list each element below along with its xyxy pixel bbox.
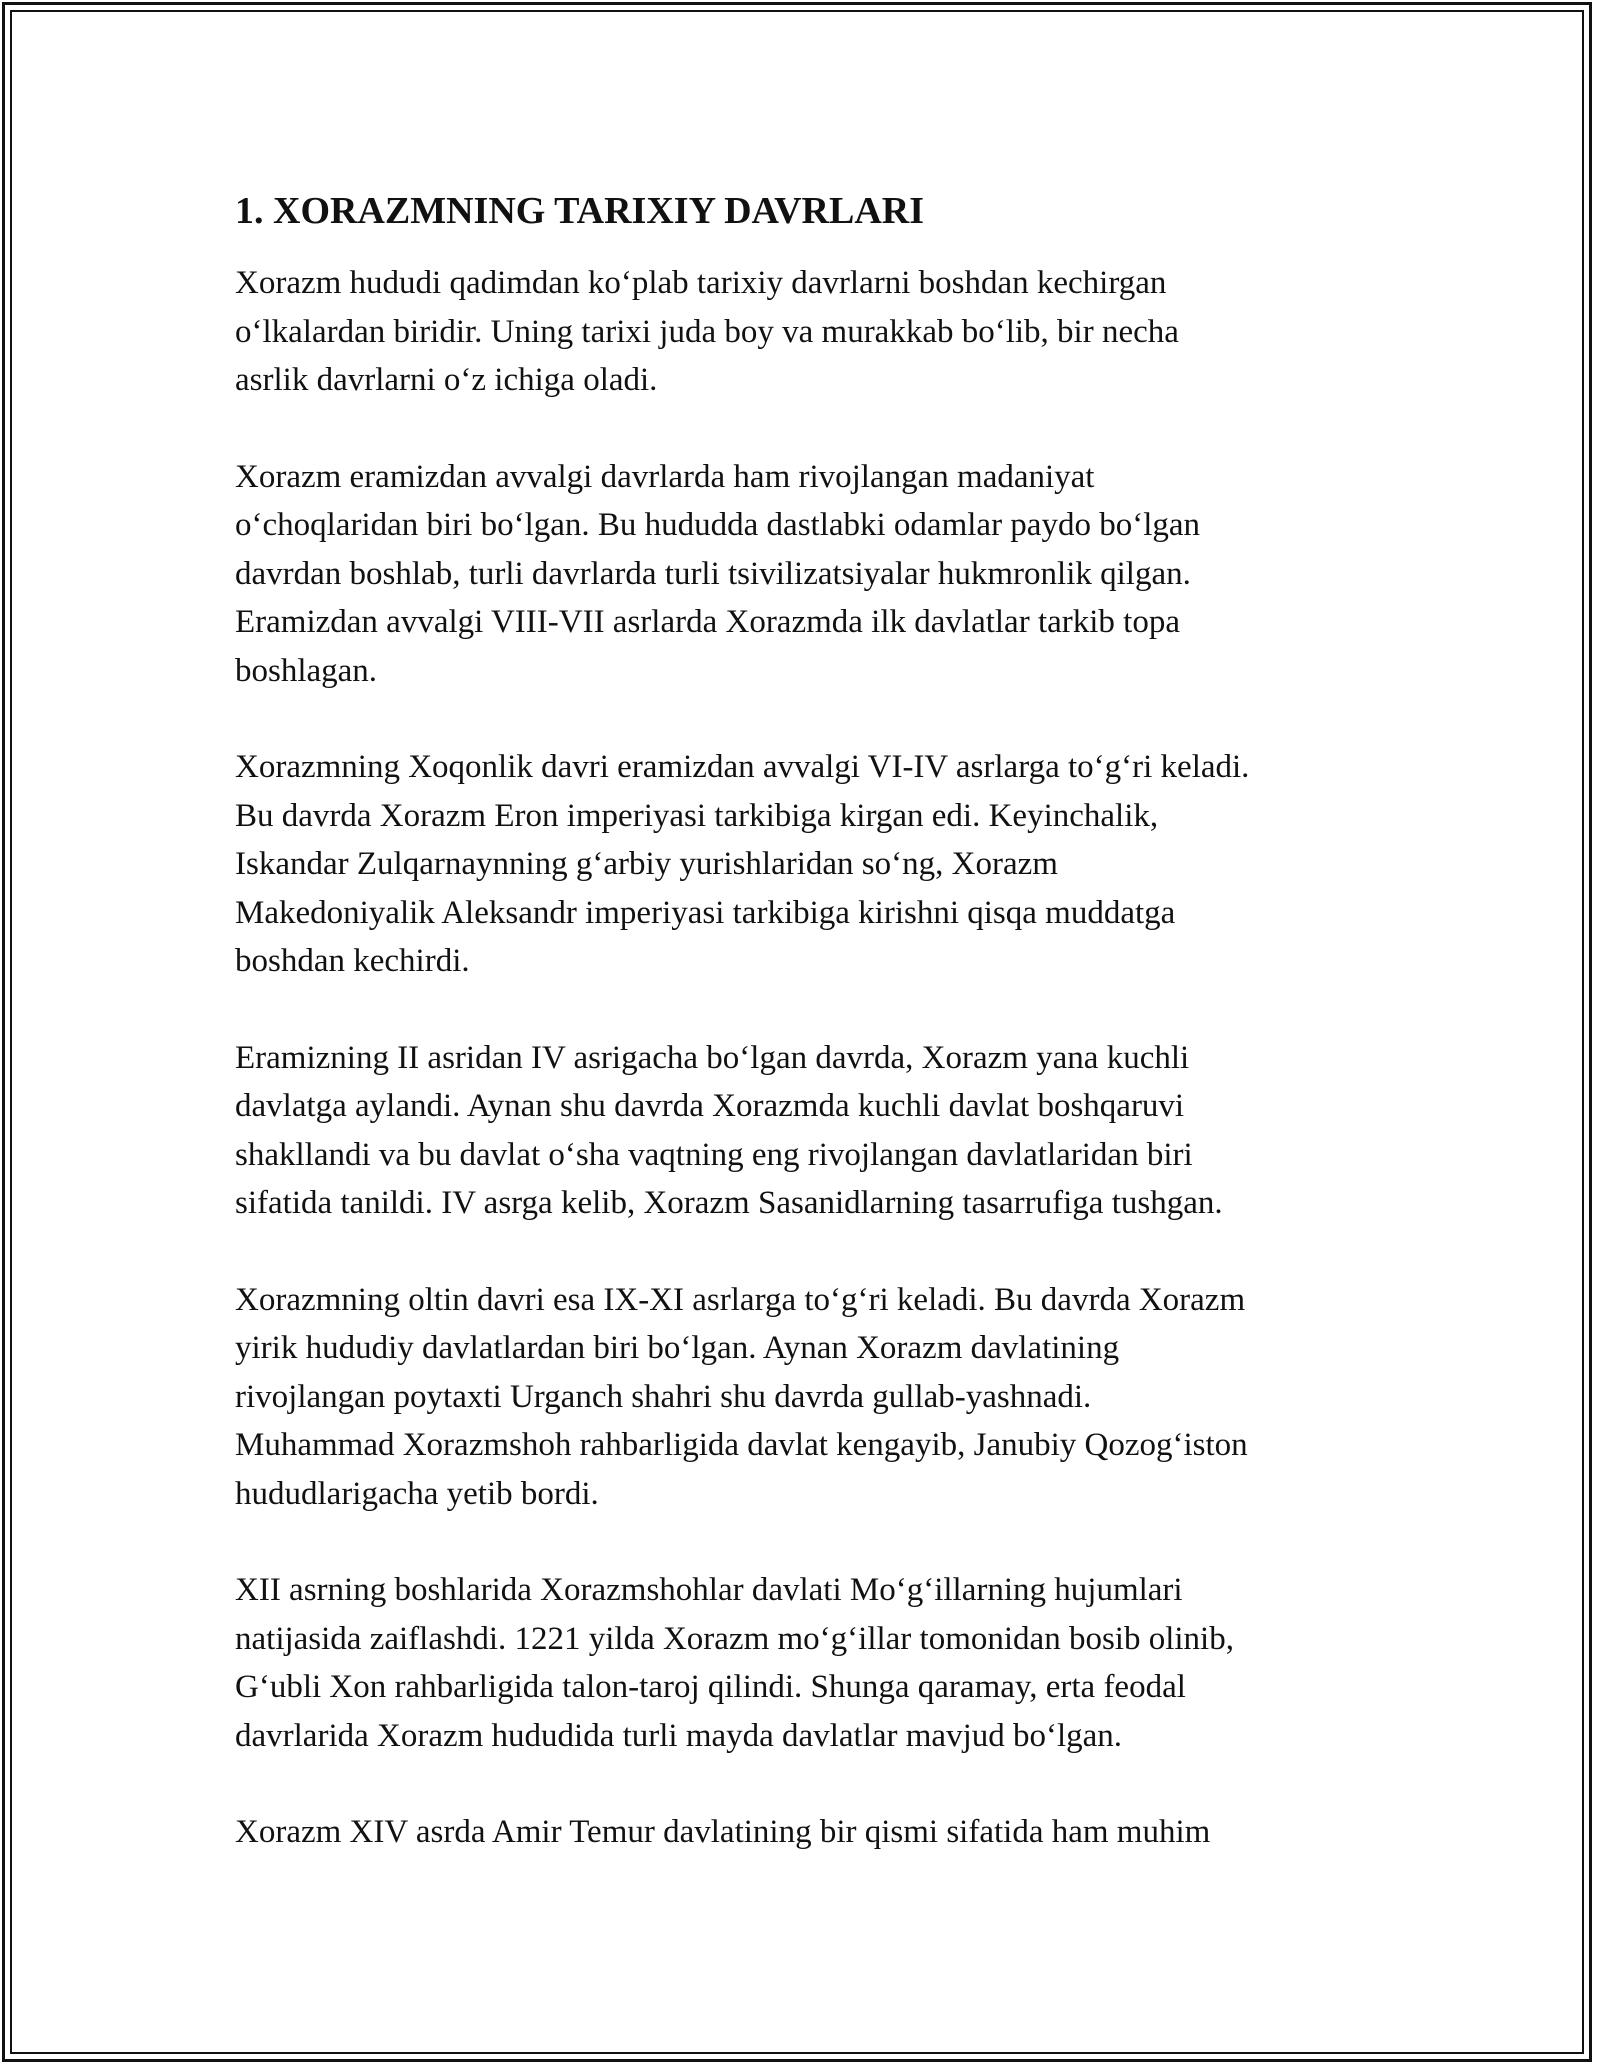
paragraph-line: Xorazm XIV asrda Amir Temur davlatining bir qismi sifatida ham muhim — [235, 1814, 1211, 1850]
paragraph-line: shakllandi va bu davlat o‘sha vaqtning eng rivojlangan davlatlaridan biri — [235, 1136, 1193, 1173]
paragraph-7 — [235, 1808, 1385, 1857]
paragraph-5 — [235, 1276, 1385, 1519]
paragraph-line: Eramizning II asridan IV asrigacha bo‘lgan davrda, Xorazm yana kuchli — [235, 1039, 1190, 1076]
paragraph-line: boshlagan. — [235, 652, 378, 689]
paragraph-line: asrlik davrlarni o‘z ichiga oladi. — [235, 362, 658, 398]
paragraph-3 — [235, 743, 1385, 986]
paragraph-line: Eramizdan avvalgi VIII-VII asrlarda Xorazmda ilk davlatlar tarkib topa — [235, 604, 1180, 640]
paragraph-line: Xorazmning Xoqonlik davri eramizdan avvalgi VI-IV asrlarga to‘g‘ri keladi. — [235, 749, 1250, 785]
paragraph-2 — [235, 453, 1385, 696]
paragraph-line: o‘choqlaridan biri bo‘lgan. Bu hududda dastlabki odamlar paydo bo‘lgan — [235, 507, 1201, 543]
paragraph-line: natijasida zaiflashdi. 1221 yilda Xorazm mo‘g‘illar tomonidan bosib olinib, — [235, 1620, 1234, 1657]
paragraph-line: o‘lkalardan biridir. Uning tarixi juda boy va murakkab bo‘lib, bir necha — [235, 313, 1179, 350]
paragraph-line: Bu davrda Xorazm Eron imperiyasi tarkibiga kirgan edi. Keyinchalik, — [235, 797, 1159, 834]
paragraph-1 — [235, 259, 1385, 405]
paragraph-6 — [235, 1566, 1385, 1760]
paragraph-line: rivojlangan poytaxti Urganch shahri shu davrda gullab-yashnadi. — [235, 1378, 1092, 1415]
paragraph-line: davrdan boshlab, turli davrlarda turli tsivilizatsiyalar hukmronlik qilgan. — [235, 555, 1191, 592]
paragraph-line: boshdan kechirdi. — [235, 943, 470, 979]
paragraph-line: Xorazm hududi qadimdan ko‘plab tarixiy davrlarni boshdan kechirgan — [235, 265, 1167, 301]
paragraph-line: hududlarigacha yetib bordi. — [235, 1475, 599, 1512]
paragraph-line: davlatga aylandi. Aynan shu davrda Xorazmda kuchli davlat boshqaruvi — [235, 1088, 1185, 1124]
paragraph-line: XII asrning boshlarida Xorazmshohlar davlati Mo‘g‘illarning hujumlari — [235, 1572, 1183, 1608]
paragraph-4 — [235, 1034, 1385, 1228]
paragraph-line: G‘ubli Xon rahbarligida talon-taroj qilindi. Shunga qaramay, erta feodal — [235, 1669, 1186, 1705]
paragraph-line: davrlarida Xorazm hududida turli mayda davlatlar mavjud bo‘lgan. — [235, 1717, 1123, 1754]
paragraph-line: Muhammad Xorazmshoh rahbarligida davlat kengayib, Janubiy Qozog‘iston — [235, 1427, 1248, 1463]
document-body — [235, 185, 1385, 1905]
paragraph-line: yirik hududiy davlatlardan biri bo‘lgan. Aynan Xorazm davlatining — [235, 1330, 1120, 1366]
paragraph-line: Xorazm eramizdan avvalgi davrlarda ham rivojlangan madaniyat — [235, 458, 1095, 495]
section-heading: 1. XORAZMNING TARIXIY DAVRLARI — [235, 190, 924, 232]
paragraph-line: Makedoniyalik Aleksandr imperiyasi tarkibiga kirishni qisqa muddatga — [235, 894, 1176, 931]
paragraph-line: Xorazmning oltin davri esa IX-XI asrlarga to‘g‘ri keladi. Bu davrda Xorazm — [235, 1281, 1246, 1318]
paragraph-line: sifatida tanildi. IV asrga kelib, Xorazm Sasanidlarning tasarrufiga tushgan. — [235, 1185, 1223, 1221]
paragraph-line: Iskandar Zulqarnaynning g‘arbiy yurishlaridan so‘ng, Xorazm — [235, 846, 1058, 882]
